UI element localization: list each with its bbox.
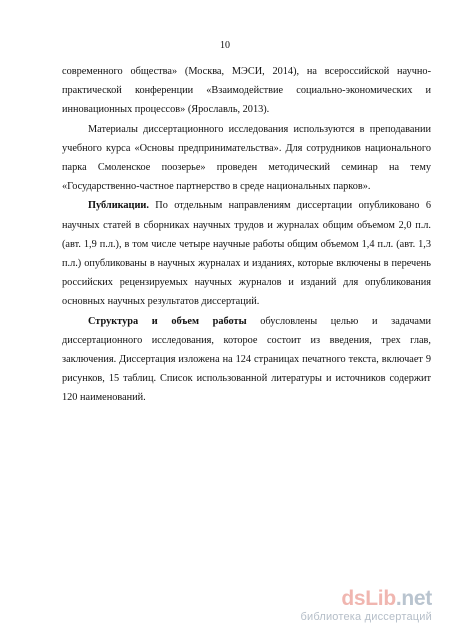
watermark-logo-part1: dsLib: [341, 587, 396, 610]
watermark-subtitle: библиотека диссертаций: [300, 611, 432, 623]
watermark-logo-text: [300, 588, 432, 610]
paragraph-structure: [62, 312, 431, 408]
paragraph-publications: [62, 196, 431, 311]
publications-text: По отдельным направлениям диссертации опубликовано 6 научных статей в сборниках научных трудов и журналах общим объемом 2,0 п.л. (авт. 1,9 п.л.), в том числе четыре научные работы общим объемом 1,4 п.л. (авт. 1,3 п.л.) опубликованы в научных журналах и изданиях, которые включены в перечень российских рецензируемых научных журналов и изданий для опубликования основных научных результатов диссертаций.: [62, 200, 431, 308]
watermark-logo[interactable]: [300, 588, 432, 624]
watermark-logo-part2: .net: [395, 587, 432, 610]
page-number: 10: [220, 40, 230, 51]
paragraph-materials-usage: Материалы диссертационного исследования используются в преподавании учебного курса «Основы предпринимательства». Для сотрудников национального парка Смоленское поозерье» проведен методический семинар на тему «Государственно-частное партнерство в среде национальных парков».: [62, 123, 431, 193]
document-body: [62, 62, 431, 408]
structure-heading: Структура и объем работы: [88, 315, 247, 327]
publications-heading: Публикации.: [88, 200, 149, 212]
structure-text: обусловлены целью и задачами диссертационного исследования, которое состоит из введения, трех глав, заключения. Диссертация изложена на 124 страницах печатного текста, включает 9 рисунков, 15 таблиц. Список использованной литературы и источников содержит 120 наименований.: [62, 315, 431, 404]
paragraph-conference-continuation: современного общества» (Москва, МЭСИ, 2014), на всероссийской научно-практической конференции «Взаимодействие социально-экономических и инновационных процессов» (Ярославль, 2013).: [62, 66, 431, 116]
